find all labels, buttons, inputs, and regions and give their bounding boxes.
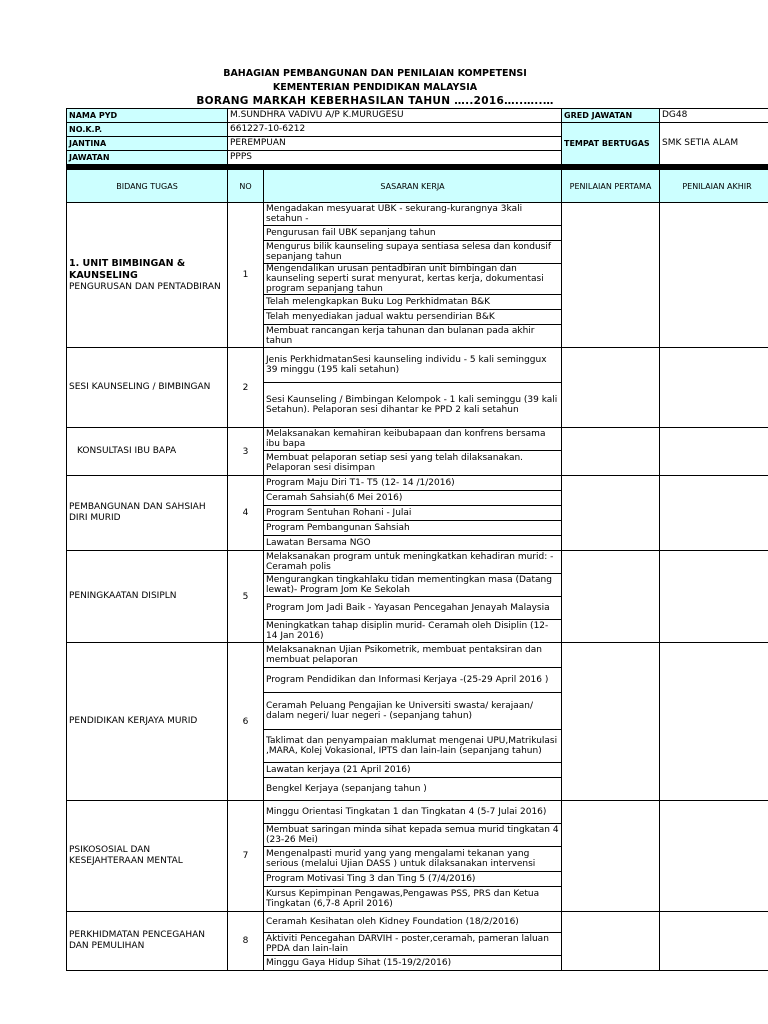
penilaian-pertama-cell[interactable] bbox=[562, 801, 660, 912]
penilaian-pertama-cell[interactable] bbox=[562, 643, 660, 801]
form-title: BORANG MARKAH KEBERHASILAN TAHUN …..2016…..…..… bbox=[196, 95, 554, 107]
sasaran-kerja-item: Membuat rancangan kerja tahunan dan bulanan pada akhir tahun bbox=[264, 325, 562, 348]
sasaran-kerja-item: Program Motivasi Ting 3 dan Ting 5 (7/4/2016) bbox=[264, 872, 562, 887]
sasaran-kerja-item: Mengurus bilik kaunseling supaya sentiasa selesa dan kondusif sepanjang tahun bbox=[264, 241, 562, 264]
penilaian-pertama-cell[interactable] bbox=[562, 348, 660, 428]
bidang-tugas-label: KONSULTASI IBU BAPA bbox=[77, 446, 177, 456]
jawatan-value: PPPS bbox=[228, 151, 562, 165]
table-row bbox=[67, 801, 768, 824]
sasaran-kerja-item: Telah menyediakan jadual waktu persendirian B&K bbox=[264, 310, 562, 325]
tempat-value: SMK SETIA ALAM bbox=[660, 123, 768, 165]
sasaran-kerja-item: Melaksanakan program untuk meningkatkan kehadiran murid: - Ceramah polis bbox=[264, 551, 562, 574]
bidang-tugas-label: PEMBANGUNAN DAN SAHSIAH DIRI MURID bbox=[69, 502, 206, 523]
col-header-penilaian-akhir: PENILAIAN AKHIR bbox=[660, 170, 768, 203]
row-number: 5 bbox=[228, 551, 264, 643]
col-header-no: NO bbox=[228, 170, 264, 203]
nama-label: NAMA PYD bbox=[67, 109, 228, 123]
sasaran-kerja-item: Program Sentuhan Rohani - Julai bbox=[264, 506, 562, 521]
row-number: 2 bbox=[228, 348, 264, 428]
sasaran-kerja-item: Taklimat dan penyampaian maklumat mengenai UPU,Matrikulasi ,MARA, Kolej Vokasional, IPTS dan lain-lain (sepanjang tahun) bbox=[264, 730, 562, 763]
penilaian-akhir-cell[interactable] bbox=[660, 912, 768, 971]
bidang-tugas-label: PSIKOSOSIAL DAN KESEJAHTERAAN MENTAL bbox=[69, 845, 183, 866]
bidang-tugas-cell bbox=[67, 551, 228, 643]
sasaran-kerja-item: Membuat pelaporan setiap sesi yang telah dilaksanakan. Pelaporan sesi disimpan bbox=[264, 451, 562, 476]
sasaran-kerja-item: Membuat saringan minda sihat kepada semua murid tingkatan 4 (23-26 Mei) bbox=[264, 824, 562, 847]
header-line-2: KEMENTERIAN PENDIDIKAN MALAYSIA bbox=[272, 82, 478, 93]
bidang-tugas-label: SESI KAUNSELING / BIMBINGAN bbox=[69, 382, 211, 392]
table-row bbox=[67, 551, 768, 574]
penilaian-akhir-cell[interactable] bbox=[660, 551, 768, 643]
sasaran-kerja-item: Ceramah Kesihatan oleh Kidney Foundation (18/2/2016) bbox=[264, 912, 562, 933]
bidang-tugas-cell bbox=[67, 643, 228, 801]
col-header-bidang: BIDANG TUGAS bbox=[67, 170, 228, 203]
tempat-label: TEMPAT BERTUGAS bbox=[562, 123, 660, 165]
sasaran-kerja-item: Mengurangkan tingkahlaku tidan mementingkan masa (Datang lewat)- Program Jom Ke Sekolah bbox=[264, 574, 562, 597]
sasaran-kerja-item: Minggu Gaya Hidup Sihat (15-19/2/2016) bbox=[264, 956, 562, 971]
sasaran-kerja-item: Mengadakan mesyuarat UBK - sekurang-kurangnya 3kali setahun - bbox=[264, 203, 562, 226]
nokp-label: NO.K.P. bbox=[67, 123, 228, 137]
sasaran-kerja-item: Melaksanaknan Ujian Psikometrik, membuat pentaksiran dan membuat pelaporan bbox=[264, 643, 562, 668]
row-number: 1 bbox=[228, 203, 264, 348]
sasaran-kerja-item: Sesi Kaunseling / Bimbingan Kelompok - 1 kali seminggu (39 kali Setahun). Pelaporan sesi dihantar ke PPD 2 kali setahun bbox=[264, 383, 562, 428]
sasaran-kerja-item: Kursus Kepimpinan Pengawas,Pengawas PSS, PRS dan Ketua Tingkatan (6,7-8 April 2016) bbox=[264, 887, 562, 912]
penilaian-akhir-cell[interactable] bbox=[660, 348, 768, 428]
penilaian-akhir-cell[interactable] bbox=[660, 801, 768, 912]
table-row bbox=[67, 476, 768, 491]
sasaran-kerja-item: Meningkatkan tahap disiplin murid- Ceramah oleh Disiplin (12-14 Jan 2016) bbox=[264, 620, 562, 643]
main-table-body bbox=[67, 203, 768, 971]
sasaran-kerja-item: Program Maju Diri T1- T5 (12- 14 /1/2016) bbox=[264, 476, 562, 491]
table-row bbox=[67, 203, 768, 226]
jantina-value: PEREMPUAN bbox=[228, 137, 562, 151]
bidang-tugas-heading: 1. UNIT BIMBINGAN & KAUNSELING bbox=[69, 257, 186, 281]
bidang-tugas-cell bbox=[67, 203, 228, 348]
row-number: 3 bbox=[228, 428, 264, 476]
gred-value: DG48 bbox=[660, 109, 768, 123]
nokp-value: 661227-10-6212 bbox=[228, 123, 562, 137]
table-row bbox=[67, 912, 768, 933]
sasaran-kerja-item: Pengurusan fail UBK sepanjang tahun bbox=[264, 226, 562, 241]
table-row bbox=[67, 348, 768, 383]
penilaian-akhir-cell[interactable] bbox=[660, 203, 768, 348]
bidang-tugas-label: PENINGKAATAN DISIPLN bbox=[69, 591, 177, 601]
table-row bbox=[67, 643, 768, 668]
bidang-tugas-cell bbox=[67, 348, 228, 428]
row-number: 6 bbox=[228, 643, 264, 801]
col-header-penilaian-pertama: PENILAIAN PERTAMA bbox=[562, 170, 660, 203]
gred-label: GRED JAWATAN bbox=[562, 109, 660, 123]
sasaran-kerja-item: Jenis PerkhidmatanSesi kaunseling individu - 5 kali seminggux 39 minggu (195 kali setahun) bbox=[264, 348, 562, 383]
jawatan-label: JAWATAN bbox=[67, 151, 228, 165]
sasaran-kerja-item: Lawatan Bersama NGO bbox=[264, 536, 562, 551]
penilaian-akhir-cell[interactable] bbox=[660, 428, 768, 476]
table-row bbox=[67, 428, 768, 451]
bidang-tugas-cell bbox=[67, 428, 228, 476]
header-line-1: BAHAGIAN PEMBANGUNAN DAN PENILAIAN KOMPETENSI bbox=[223, 68, 527, 79]
sasaran-kerja-item: Program Pembangunan Sahsiah bbox=[264, 521, 562, 536]
sasaran-kerja-item: Aktiviti Pencegahan DARVIH - poster,ceramah, pameran laluan PPDA dan lain-lain bbox=[264, 933, 562, 956]
penilaian-pertama-cell[interactable] bbox=[562, 203, 660, 348]
sasaran-kerja-item: Telah melengkapkan Buku Log Perkhidmatan B&K bbox=[264, 295, 562, 310]
jantina-label: JANTINA bbox=[67, 137, 228, 151]
sasaran-kerja-item: Minggu Orientasi Tingkatan 1 dan Tingkatan 4 (5-7 Julai 2016) bbox=[264, 801, 562, 824]
bidang-tugas-cell bbox=[67, 476, 228, 551]
sasaran-kerja-item: Program Jom Jadi Baik - Yayasan Pencegahan Jenayah Malaysia bbox=[264, 597, 562, 620]
row-number: 7 bbox=[228, 801, 264, 912]
sasaran-kerja-item: Melaksanakan kemahiran keibubapaan dan konfrens bersama ibu bapa bbox=[264, 428, 562, 451]
nama-value: M.SUNDHRA VADIVU A/P K.MURUGESU bbox=[228, 109, 562, 123]
bidang-tugas-cell bbox=[67, 801, 228, 912]
sasaran-kerja-item: Program Pendidikan dan Informasi Kerjaya -(25-29 April 2016 ) bbox=[264, 668, 562, 693]
bidang-tugas-label: PENDIDIKAN KERJAYA MURID bbox=[69, 716, 198, 726]
sasaran-kerja-item: Mengendalikan urusan pentadbiran unit bimbingan dan kaunseling seperti surat menyurat, kertas kerja, dokumentasi program sepanjang tahun bbox=[264, 264, 562, 295]
penilaian-akhir-cell[interactable] bbox=[660, 643, 768, 801]
sasaran-kerja-item: Lawatan kerjaya (21 April 2016) bbox=[264, 763, 562, 778]
info-table bbox=[66, 108, 768, 165]
sasaran-kerja-item: Ceramah Sahsiah(6 Mei 2016) bbox=[264, 491, 562, 506]
sasaran-kerja-item: Bengkel Kerjaya (sepanjang tahun ) bbox=[264, 778, 562, 801]
penilaian-pertama-cell[interactable] bbox=[562, 551, 660, 643]
penilaian-akhir-cell[interactable] bbox=[660, 476, 768, 551]
row-number: 4 bbox=[228, 476, 264, 551]
bidang-tugas-label: PERKHIDMATAN PENCEGAHAN DAN PEMULIHAN bbox=[69, 930, 205, 951]
sasaran-kerja-item: Ceramah Peluang Pengajian ke Universiti swasta/ kerajaan/ dalam negeri/ luar negeri - (sepanjang tahun) bbox=[264, 693, 562, 730]
main-table bbox=[66, 169, 768, 971]
bidang-tugas-cell bbox=[67, 912, 228, 971]
bidang-tugas-label: PENGURUSAN DAN PENTADBIRAN bbox=[69, 281, 221, 292]
row-number: 8 bbox=[228, 912, 264, 971]
sasaran-kerja-item: Mengenalpasti murid yang yang mengalami tekanan yang serious (melalui Ujian DASS ) untuk dilaksanakan intervensi bbox=[264, 847, 562, 872]
penilaian-pertama-cell[interactable] bbox=[562, 476, 660, 551]
col-header-sasaran: SASARAN KERJA bbox=[264, 170, 562, 203]
penilaian-pertama-cell[interactable] bbox=[562, 428, 660, 476]
penilaian-pertama-cell[interactable] bbox=[562, 912, 660, 971]
